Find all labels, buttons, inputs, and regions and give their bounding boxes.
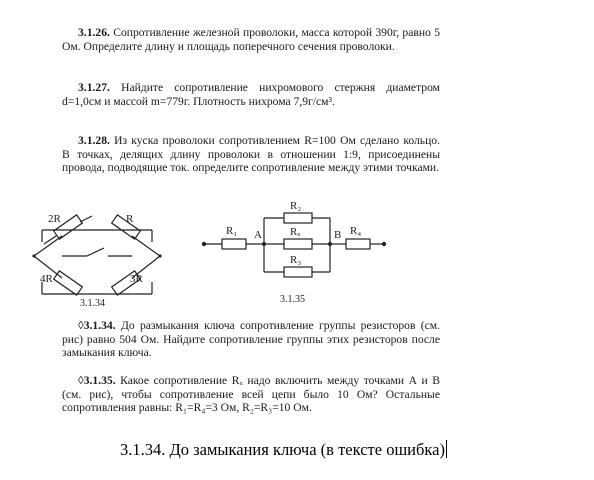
bridge-circuit-diagram <box>32 208 162 308</box>
label-2r: 2R <box>48 213 61 225</box>
text-cursor <box>446 440 447 458</box>
problem-text: До размыкания ключа сопротивление группы резисторов (см. рис) равно 504 Ом. Найдите сопротивление группы этих резисторов после замыкания ключа. <box>62 319 440 360</box>
problem-number: ◊3.1.34. <box>78 319 116 332</box>
label-a: A <box>254 229 262 241</box>
label-r4: R₄ <box>350 225 362 237</box>
footer-note[interactable] <box>120 440 540 460</box>
parallel-circuit-diagram <box>200 196 390 294</box>
label-4r: 4R <box>40 273 53 285</box>
label-r: R <box>126 213 134 225</box>
figure-caption-3-1-35: 3.1.35 <box>280 294 305 305</box>
problem-number: 3.1.27. <box>78 81 110 94</box>
label-rx: Rₓ <box>290 226 301 238</box>
problem-number: 3.1.26. <box>78 26 110 39</box>
label-r3: R₃ <box>290 254 302 266</box>
label-r2: R₂ <box>290 200 302 212</box>
problem-3-1-26 <box>62 26 440 53</box>
problem-3-1-35 <box>62 374 440 415</box>
problem-number: ◊3.1.35. <box>78 374 116 387</box>
footer-text: 3.1.34. До замыкания ключа (в тексте ошибка) <box>120 440 445 459</box>
label-b: B <box>334 229 342 241</box>
problem-text: Из куска проволоки сопротивлением R=100 Ом сделано кольцо. В точках, делящих длину проволоки в отношении 1:9, присоединены провода, подводящие ток. определите сопротивление между этими точками. <box>62 134 440 175</box>
problem-text: Какое сопротивление Rₓ надо включить между точками А и В (см. рис), чтобы сопротивление всей цепи было 10 Ом? Остальные сопротивления равны: R₁=R₄=3 Ом, R₂=R₃=10 Ом. <box>62 374 440 415</box>
problem-3-1-28 <box>62 134 440 175</box>
problem-number: 3.1.28. <box>78 134 110 147</box>
problem-text: Сопротивление железной проволоки, масса которой 390г, равно 5 Ом. Определите длину и площадь поперечного сечения проволоки. <box>62 26 440 53</box>
problem-3-1-34 <box>62 319 440 360</box>
label-3r: 3R <box>130 273 143 285</box>
problem-text: Найдите сопротивление нихромового стержня диаметром d=1,0см и массой m=779г. Плотность нихрома 7,9г/см³. <box>62 81 440 108</box>
figure-caption-3-1-34: 3.1.34 <box>80 298 105 309</box>
problem-3-1-27 <box>62 81 440 108</box>
label-r1: R₁ <box>226 225 238 237</box>
